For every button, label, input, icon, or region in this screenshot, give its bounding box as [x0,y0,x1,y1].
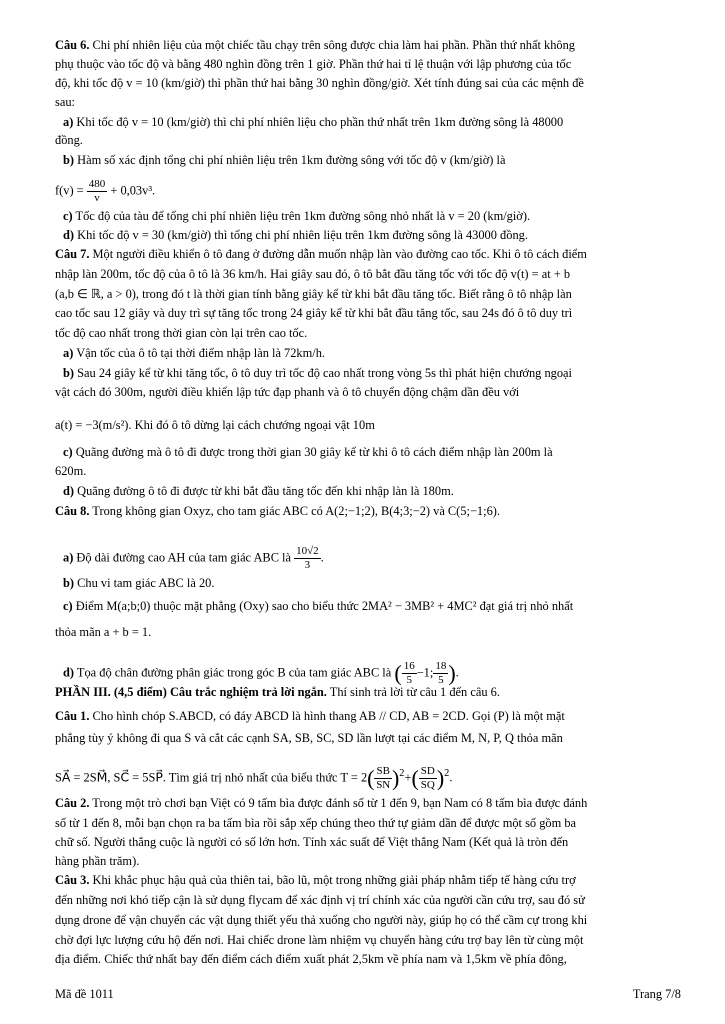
bold-label: d) [63,665,75,680]
fraction-denominator: SQ [420,779,435,791]
text-line [63,444,683,460]
bold-label: b) [63,366,75,380]
text-line [63,227,683,243]
line-text: Độ dài đường cao AH của tam giác ABC là [73,550,295,565]
fraction-numerator: 16 [403,660,415,672]
text-line [63,575,683,591]
line-text: Cho hình chóp S.ABCD, có đáy ABCD là hình thang AB // CD, AB = 2CD. Gọi (P) là một mặt [89,709,565,723]
page-number: Trang 7/8 [632,987,681,1001]
line-text: Thí sinh trả lời từ câu 1 đến câu 6. [326,685,500,699]
text-line [55,132,683,148]
bold-label: d) [63,228,75,242]
text-line [55,834,683,850]
text-line [55,178,683,205]
line-text: chữ số. Người thắng cuộc là người có số lớn hơn. Tính xác suất để Việt thắng Nam (Kết quả là tròn đến [55,835,569,849]
line-text: Tọa độ chân đường phân giác trong góc B của tam giác ABC là [74,665,395,680]
line-text: cao tốc sau 12 giây và duy trì sự tăng tốc trong 24 giây kể từ khi bắt đầu tăng tốc, sau 24s đó ô tô duy trì [55,306,573,320]
text-line [55,951,683,967]
point-mid: −1; [416,665,434,680]
fraction-numerator: 480 [88,178,106,190]
text-line [55,503,683,519]
fraction-denominator: v [94,192,100,204]
line-text: Một người điều khiển ô tô đang ở đường dẫn muốn nhập làn vào đường cao tốc. Khi ô tô cách điểm [89,247,587,261]
exponent: 2 [399,768,405,780]
bold-label: c) [63,599,73,613]
bold-label: Câu 8. [55,504,90,518]
line-text: Quãng đường mà ô tô đi được trong thời gian 30 giây kể từ khi ô tô cách điểm nhập làn 200m là [72,445,553,459]
line-text: Khi khắc phục hậu quả của thiên tai, bão lũ, một trong những giải pháp nhằm tiếp tế hàng cứu trợ [89,873,576,887]
text-line [55,684,683,700]
plus-sign: + [404,770,412,785]
text-line [55,730,683,746]
line-text: (a,b ∈ ℝ, a > 0), trong đó t là thời gian tính bằng giây kể từ khi bắt đầu tăng tốc. Biết rằng ô tô nhập làn [55,287,572,301]
text-line [55,305,683,321]
text-line [63,545,683,572]
fraction [294,545,321,572]
paren: ( [367,765,375,791]
line-text: sau: [55,95,75,109]
line-text: . [320,550,324,565]
line-text: phẳng tùy ý không đi qua S và cắt các cạnh SA, SB, SC, SD lần lượt tại các điểm M, N, P, Q thỏa mãn [55,731,563,745]
text-line [55,384,683,400]
paren: ) [448,660,456,686]
fraction [87,178,108,205]
line-text: phụ thuộc vào tốc độ và bằng 480 nghìn đồng trên 1 giờ. Phần thứ hai tỉ lệ thuận với lập phương của tốc [55,57,572,71]
fraction-denominator: 5 [438,674,444,686]
text-line [55,872,683,888]
line-text: đến những nơi khó tiếp cận là sử dụng flycam để xác định vị trí chính xác của người cần cứu trợ, sau đó sử [55,893,585,907]
text-line [55,932,683,948]
text-line [63,152,683,168]
fraction [374,765,391,792]
fraction-numerator: 10√2 [296,545,319,557]
fraction [433,660,448,687]
line-text: dụng drone để vận chuyển các vật dụng thiết yếu thả xuống cho người này, giúp họ có thể cầm cự trong khi [55,913,588,927]
text-line [55,795,683,811]
bold-label: d) [63,484,75,498]
bold-label: b) [63,576,75,590]
line-text: Chu vi tam giác ABC là 20. [74,576,215,590]
line-text: Tốc độ của tàu để tổng chi phí nhiên liệu trên 1km đường sông nhỏ nhất là v = 20 (km/giờ). [72,209,531,223]
line-text: a(t) = −3(m/s²). Khi đó ô tô dừng lại cách chướng ngoại vật 10m [55,418,375,432]
paren: ( [411,765,419,791]
paren: ( [394,660,402,686]
fraction [419,765,437,792]
line-text: Quãng đường ô tô đi được từ khi bắt đầu tăng tốc đến khi nhập làn là 180m. [74,484,454,498]
fraction-denominator: 5 [406,674,412,686]
text-line [63,483,683,499]
text-line [55,246,683,262]
fraction [402,660,417,687]
line-text: Chi phí nhiên liệu của một chiếc tầu chạy trên sông được chia làm hai phần. Phần thứ nhất không [89,38,575,52]
fraction-denominator: 3 [304,559,311,571]
line-text: số từ 1 đến 8, mỗi bạn chọn ra ba tấm bìa rồi sắp xếp chúng theo thứ tự giảm dần để được một số gồm ba [55,816,577,830]
text-line [55,56,683,72]
line-text: f(v) = [55,183,87,198]
line-text: Trong một trò chơi bạn Việt có 9 tấm bìa được đánh số từ 1 đến 9, bạn Nam có 8 tấm bìa được đánh [89,796,588,810]
paren: ) [436,765,445,791]
line-text: độ, khi tốc độ v = 10 (km/giờ) thì phần thứ hai bằng 30 nghìn đồng/giờ. Xét tính đúng sai của các mệnh đề [55,76,584,90]
text-line [63,114,683,130]
text-line [55,75,683,91]
text-line [55,37,683,53]
text-line [55,417,683,433]
text-line [55,912,683,928]
exam-code: Mã đề 1011 [55,987,114,1001]
bold-label: Câu 1. [55,709,90,723]
text-line [55,708,683,724]
paren: ) [391,765,400,791]
bold-label: Câu 6. [55,38,90,52]
line-text: Vận tốc của ô tô tại thời điểm nhập làn là 72km/h. [73,346,326,360]
line-text: + 0,03v³. [107,183,156,198]
line-text: Điểm M(a;b;0) thuộc mặt phẳng (Oxy) sao cho biểu thức 2MA² − 3MB² + 4MC² đạt giá trị nhỏ nhất [72,599,574,613]
line-text: hàng phần trăm). [55,854,140,868]
bold-label: a) [63,346,74,360]
line-text: đồng. [55,133,83,147]
text-line [63,365,683,381]
bold-label: Câu 7. [55,247,90,261]
line-text: Khi tốc độ v = 30 (km/giờ) thì tổng chi phí nhiên liệu trên 1km đường sông là 43000 đồng. [74,228,528,242]
bold-label: a) [63,550,74,565]
line-text: nhập làn 200m, tốc độ của ô tô là 36 km/h. Hai giây sau đó, ô tô bắt đầu tăng tốc với tốc độ v(t) = at + b [55,267,571,281]
bold-label: Câu 2. [55,796,90,810]
bold-label: a) [63,115,74,129]
text-line [63,208,683,224]
fraction-numerator: SB [376,765,390,777]
fraction-numerator: SD [420,765,435,777]
line-text: 620m. [55,464,87,478]
line-text: địa điểm. Chiếc thứ nhất bay đến điểm cách điểm xuất phát 2,5km về phía nam và 1,5km về phía đông, [55,952,567,966]
end-dot: . [449,770,453,785]
text-line [55,892,683,908]
text-line: d) Tọa độ chân đường phân giác trong góc B của tam giác ABC là ( $\frac{16}{5}$ −1; $\frac{18}{5}$ ). [63,660,459,686]
text-line [55,624,683,640]
line-text: chờ đợi lực lượng cứu hộ đến nơi. Hai chiếc drone làm nhiệm vụ chuyển hàng cứu trợ bay lên từ cùng một [55,933,584,947]
line-text: vật cách đó 300m, người điều khiển lập tức đạp phanh và ô tô chuyển động chậm dần đều với [55,385,520,399]
line-text: Sau 24 giây kể từ khi tăng tốc, ô tô duy trì tốc độ cao nhất trong vòng 5s thì phát hiện chướng ngoại [74,366,573,380]
fraction-numerator: 18 [435,660,447,672]
text-line [63,598,683,614]
text-line [55,286,683,302]
bold-label: c) [63,209,73,223]
text-line [55,266,683,282]
line-text: Trong không gian Oxyz, cho tam giác ABC có A(2;−1;2), B(4;3;−2) và C(5;−1;6). [89,504,500,518]
line-text: SA⃗ = 2SM⃗, SC⃗ = 5SP⃗. Tìm giá trị nhỏ nhất của biểu thức T = 2 [55,770,368,785]
fraction-denominator: SN [376,779,391,791]
text-line [55,765,683,792]
text-line [55,853,683,869]
text-line [55,463,683,479]
text-line [63,345,683,361]
text-line [55,815,683,831]
bold-label: Câu 3. [55,873,90,887]
bold-label: b) [63,153,75,167]
text-line [55,94,683,110]
line-text: Khi tốc độ v = 10 (km/giờ) thì chi phí nhiên liệu cho phần thứ nhất trên 1km đường sông là 48000 [73,115,564,129]
text-line [55,325,683,341]
line-text: Hàm số xác định tổng chi phí nhiên liệu trên 1km đường sông với tốc độ v (km/giờ) là [74,153,506,167]
line-text: thỏa mãn a + b = 1. [55,625,152,639]
exponent: 2 [444,768,450,780]
line-text: tốc độ cao nhất trong thời gian còn lại trên cao tốc. [55,326,308,340]
bold-label: PHẦN III. (4,5 điểm) Câu trắc nghiệm trả lời ngắn. [55,685,327,699]
bold-label: c) [63,445,73,459]
